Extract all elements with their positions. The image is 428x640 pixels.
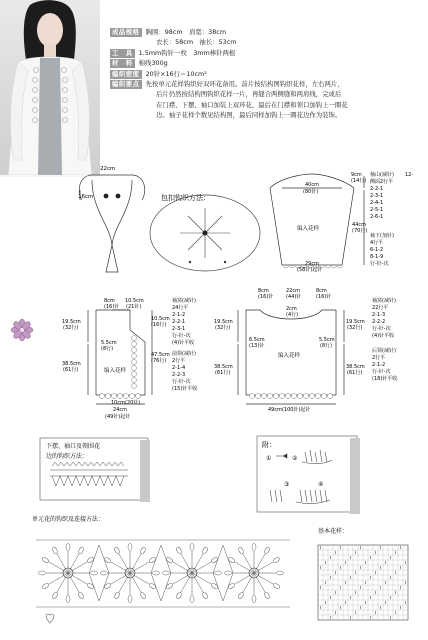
back-right-height: 19.5cm xyxy=(346,319,365,325)
motif-title: 单元花的钩织及连接方法： xyxy=(32,516,105,523)
note-line: 4行平 xyxy=(370,240,384,246)
button-method-title: 包扣钩织方法： xyxy=(161,194,210,202)
note-line: 12- xyxy=(405,172,414,178)
sleeve-cap-label: 9cm xyxy=(351,172,362,178)
note-line: (4)针平收 xyxy=(372,333,395,339)
front-piece-diagram xyxy=(88,310,152,404)
sleeve-length-rows: (70行) xyxy=(352,228,368,234)
back-neck-notes xyxy=(372,347,397,382)
note-line: 22行平 xyxy=(372,305,389,311)
basic-pattern-grid xyxy=(318,545,408,620)
spec-label: 材 料 xyxy=(112,59,133,68)
back-armhole-left: 6.5cm xyxy=(249,337,265,343)
border-method-box xyxy=(40,438,150,502)
back-top-left: 8cm xyxy=(258,288,269,294)
front-bottom-2: 24cm xyxy=(113,407,127,413)
sleeve-top-label: 40cm xyxy=(305,182,319,188)
back-armhole-right-rows: (8行) xyxy=(320,343,333,349)
note-line: 行-针-次 xyxy=(370,261,389,267)
note-line: 袖山(减针) xyxy=(370,172,394,178)
note-line: 行-针-次 xyxy=(372,369,391,375)
note-line: 24行平 xyxy=(172,305,189,311)
note-line: 2-1-2 xyxy=(372,362,386,368)
sleeve-bottom-stitches: (58针)起针 xyxy=(297,267,323,273)
note-line: 2-1-4 xyxy=(172,365,186,371)
motif-connector xyxy=(89,545,109,601)
note-line: 2-5-1 xyxy=(370,207,384,213)
attach-step-2: ② xyxy=(292,455,298,462)
back-armhole-notes xyxy=(372,297,396,339)
back-right-lower: 38.5cm xyxy=(346,364,365,370)
note-line: 2-2-1 xyxy=(172,319,186,325)
attach-step-3: ③ xyxy=(284,481,290,488)
spec-value: 先按单元花样钩织好双环花备用。前片按结构图钩织花样，左右两片， xyxy=(145,80,344,89)
front-top-right: 10.5cm xyxy=(125,298,144,304)
note-line: (4)针平收 xyxy=(172,340,195,346)
back-top-right-stitches: (16)针 xyxy=(316,294,332,300)
back-armhole-right: 5.5cm xyxy=(319,337,335,343)
note-line: 前领(减针) xyxy=(172,351,196,357)
note-line: 2-2-2 xyxy=(372,319,386,325)
border-title-1: 下摆、袖口及领围花 xyxy=(46,443,101,450)
note-line: 2-3-1 xyxy=(172,326,186,332)
front-pattern-label: 编入花样 xyxy=(104,368,127,374)
border-title-2: 边的钩织方法： xyxy=(46,453,89,460)
collar-buttons xyxy=(104,194,121,199)
motif-flower xyxy=(225,544,284,603)
motif-flower xyxy=(101,544,160,603)
back-top-mid: 22cm xyxy=(286,288,300,294)
spec-value: 20针×16行＝10cm² xyxy=(145,69,207,78)
attach-method-box xyxy=(257,436,360,514)
note-line: (18)针平收 xyxy=(372,376,398,382)
note-line: 袖窝(减针) xyxy=(172,298,196,304)
back-right-lower-rows: (61行) xyxy=(347,370,363,376)
collar-side-label: 16cm xyxy=(78,194,94,200)
back-left-lower: 38.5cm xyxy=(214,364,233,370)
front-body-rows: (76行) xyxy=(151,358,167,364)
back-left-rows: (32行) xyxy=(215,325,231,331)
motif-chart xyxy=(36,540,290,607)
sleeve-cap-notes xyxy=(370,171,413,220)
heart-icon xyxy=(46,614,54,623)
front-top-left: 8cm xyxy=(104,298,115,304)
back-bottom: 49cm(100针)起针 xyxy=(268,407,311,413)
note-line: 2-2-1 xyxy=(370,186,384,192)
spec-instructions-line: 后片仍然按结构图钩织花样一片，再缝合两侧缝和两肩线，完成后 xyxy=(156,90,342,99)
note-line: 8-1-9 xyxy=(370,254,384,260)
sleeve-increase-notes xyxy=(370,232,394,267)
front-neck-notes xyxy=(172,350,197,392)
front-top-left-stitches: (16)针 xyxy=(104,304,120,310)
front-bottom-3: (49针)起针 xyxy=(105,414,131,420)
note-line: 2-3-1 xyxy=(370,193,384,199)
front-left-rows: (32行) xyxy=(63,325,79,331)
note-line: 2-2-3 xyxy=(172,372,186,378)
back-top-right: 8cm xyxy=(316,288,327,294)
spec-label: 编织要点 xyxy=(112,80,140,89)
spec-instructions-line: 边。袖子花样个数见结构图，最后同样加钩上一圈花边作为装饰。 xyxy=(156,111,342,120)
border-chart xyxy=(50,462,128,486)
note-line: (15)针平收 xyxy=(172,386,198,392)
front-bottom-1: 10cm(20针) xyxy=(111,400,141,406)
front-right-upper: 5.5cm xyxy=(101,340,117,346)
front-left-lower-rows: (61行) xyxy=(63,367,79,373)
note-line: 行-针-次 xyxy=(172,379,191,385)
motif-connector xyxy=(213,545,233,601)
basic-pattern-title: 基本花样： xyxy=(318,528,349,535)
note-line: 袖下(加针) xyxy=(370,233,394,239)
back-neck-rows: (4行) xyxy=(286,312,299,318)
attach-title: 附： xyxy=(262,441,276,449)
front-body-length: 47.5cm xyxy=(151,352,170,358)
note-line: 6-1-2 xyxy=(370,247,384,253)
attach-step-4: ④ xyxy=(318,481,324,488)
spec-value: 胸围：98cm 肩宽：38cm xyxy=(145,28,227,36)
spec-label: 成品规格 xyxy=(112,28,140,36)
front-armhole: 10.5cm xyxy=(151,316,170,322)
note-line: 2-4-1 xyxy=(370,200,384,206)
flower-decoration-icon xyxy=(11,319,33,341)
front-left-height: 19.5cm xyxy=(62,319,81,325)
button-chart xyxy=(150,195,260,271)
back-top-left-stitches: (16)针 xyxy=(258,294,274,300)
sleeve-bottom-label: 29cm xyxy=(305,261,319,267)
sleeve-cap-rows: (14行) xyxy=(351,178,367,184)
back-armhole-left-stitches: (13)针 xyxy=(249,343,265,349)
back-left-lower-rows: (61行) xyxy=(215,370,231,376)
spec-instructions-line: 在门襟、下摆、袖口加装上双环花，最后在门襟和领口加钩上一圈花 xyxy=(156,100,348,109)
spec-value: 棉线300g xyxy=(138,59,168,68)
sleeve-pattern-label: 编入花样 xyxy=(297,226,320,232)
collar-diagram xyxy=(79,175,145,272)
note-line: 侧面2行平 xyxy=(370,179,394,185)
attach-step-1: ① xyxy=(266,455,272,462)
note-line: 2-1-2 xyxy=(172,312,186,318)
note-line: 2-6-1 xyxy=(370,214,384,220)
back-left-height: 19.5cm xyxy=(214,319,233,325)
motif-connector xyxy=(151,545,171,601)
note-line: 2行平 xyxy=(172,358,186,364)
back-top-mid-stitches: (44)针 xyxy=(286,294,302,300)
spec-value: 1.5mm钩针一枚 3mm棒针两根 xyxy=(138,48,236,57)
spec-size-cont: 衣长：58cm 袖长：53cm xyxy=(156,38,237,47)
motif-flower xyxy=(163,544,222,603)
note-line: 行-针-次 xyxy=(172,333,191,339)
front-left-lower: 38.5cm xyxy=(62,361,81,367)
spec-label: 工 具 xyxy=(112,48,133,57)
back-right-rows: (32行) xyxy=(347,325,363,331)
front-armhole-notes xyxy=(172,297,196,346)
front-armhole-rows: (16行) xyxy=(151,322,167,328)
note-line: 2行平 xyxy=(372,355,386,361)
back-neck-label: 2cm xyxy=(286,306,297,312)
note-line: 行-针-次 xyxy=(372,326,391,332)
front-top-right-stitches: (21针) xyxy=(126,304,142,310)
spec-label: 编织密度 xyxy=(112,69,140,78)
note-line: 2-1-3 xyxy=(372,312,386,318)
sleeve-length-label: 44cm xyxy=(352,222,366,228)
motif-flower xyxy=(39,544,98,603)
front-right-upper-rows: (8行) xyxy=(101,346,114,352)
back-pattern-label: 编入花样 xyxy=(278,353,301,359)
note-line: 袖窝(减针) xyxy=(372,298,396,304)
note-line: 后领(减针) xyxy=(372,348,396,354)
sleeve-top-stitches: (80针) xyxy=(303,189,319,195)
collar-top-label: 22cm xyxy=(100,166,116,172)
